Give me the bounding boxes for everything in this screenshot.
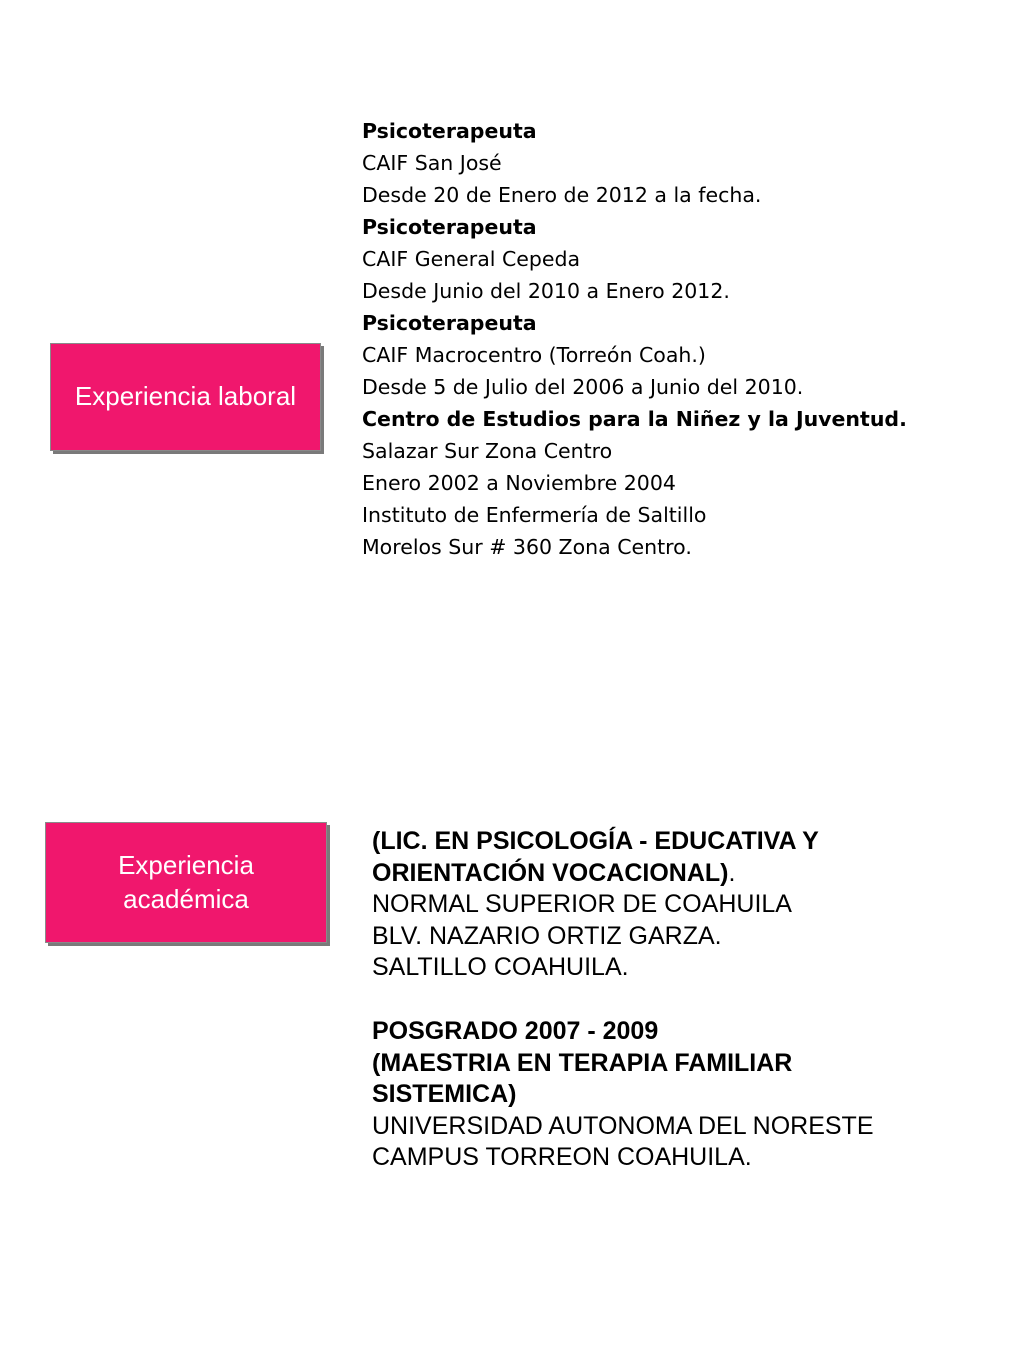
work-entry-line: Desde Junio del 2010 a Enero 2012. [362, 279, 730, 303]
posgrado-heading: POSGRADO 2007 - 2009 [372, 1017, 659, 1045]
licenciatura-title-line2 [372, 858, 819, 890]
posgrado-title-line1: (MAESTRIA EN TERAPIA FAMILIAR [372, 1048, 793, 1077]
work-entry-line: Desde 20 de Enero de 2012 a la fecha. [362, 183, 762, 207]
posgrado-block [372, 1016, 874, 1174]
work-entry-heading: Psicoterapeuta [362, 215, 537, 239]
work-entry-line: Desde 5 de Julio del 2006 a Junio del 2010. [362, 375, 804, 399]
experiencia-academica-line2: académica [123, 883, 249, 914]
experiencia-academica-line1: Experiencia [118, 849, 254, 880]
posgrado-title-line2: SISTEMICA) [372, 1080, 517, 1108]
work-entry-line: Salazar Sur Zona Centro [362, 439, 613, 463]
experiencia-laboral-label [50, 343, 321, 451]
posgrado-campus: CAMPUS TORREON COAHUILA. [372, 1143, 752, 1171]
work-entry-line: Enero 2002 a Noviembre 2004 [362, 471, 676, 495]
work-entry-line: CAIF General Cepeda [362, 247, 581, 271]
work-entry-heading: Centro de Estudios para la Niñez y la Juventud. [362, 407, 907, 431]
licenciatura-address: BLV. NAZARIO ORTIZ GARZA. [372, 921, 722, 950]
posgrado-university: UNIVERSIDAD AUTONOMA DEL NORESTE [372, 1111, 874, 1140]
work-entry-line: CAIF San José [362, 151, 502, 175]
work-entry-line: Instituto de Enfermería de Saltillo [362, 503, 707, 527]
work-experience-list [362, 115, 907, 563]
work-entry-heading: Psicoterapeuta [362, 311, 537, 335]
work-entry-line: Morelos Sur # 360 Zona Centro. [362, 535, 692, 559]
work-entry-line: CAIF Macrocentro (Torreón Coah.) [362, 343, 706, 367]
licenciatura-city: SALTILLO COAHUILA. [372, 953, 629, 981]
licenciatura-school: NORMAL SUPERIOR DE COAHUILA [372, 890, 792, 918]
experiencia-academica-label [45, 822, 327, 943]
work-entry-heading: Psicoterapeuta [362, 119, 537, 143]
experiencia-laboral-text: Experiencia laboral [74, 381, 297, 412]
experiencia-academica-text [118, 849, 254, 917]
licenciatura-title-line2-bold: ORIENTACIÓN VOCACIONAL) [372, 858, 729, 887]
licenciatura-title-line2-tail: . [728, 858, 736, 887]
licenciatura-title-line1: (LIC. EN PSICOLOGÍA - EDUCATIVA Y [372, 827, 819, 855]
licenciatura-block [372, 826, 819, 984]
